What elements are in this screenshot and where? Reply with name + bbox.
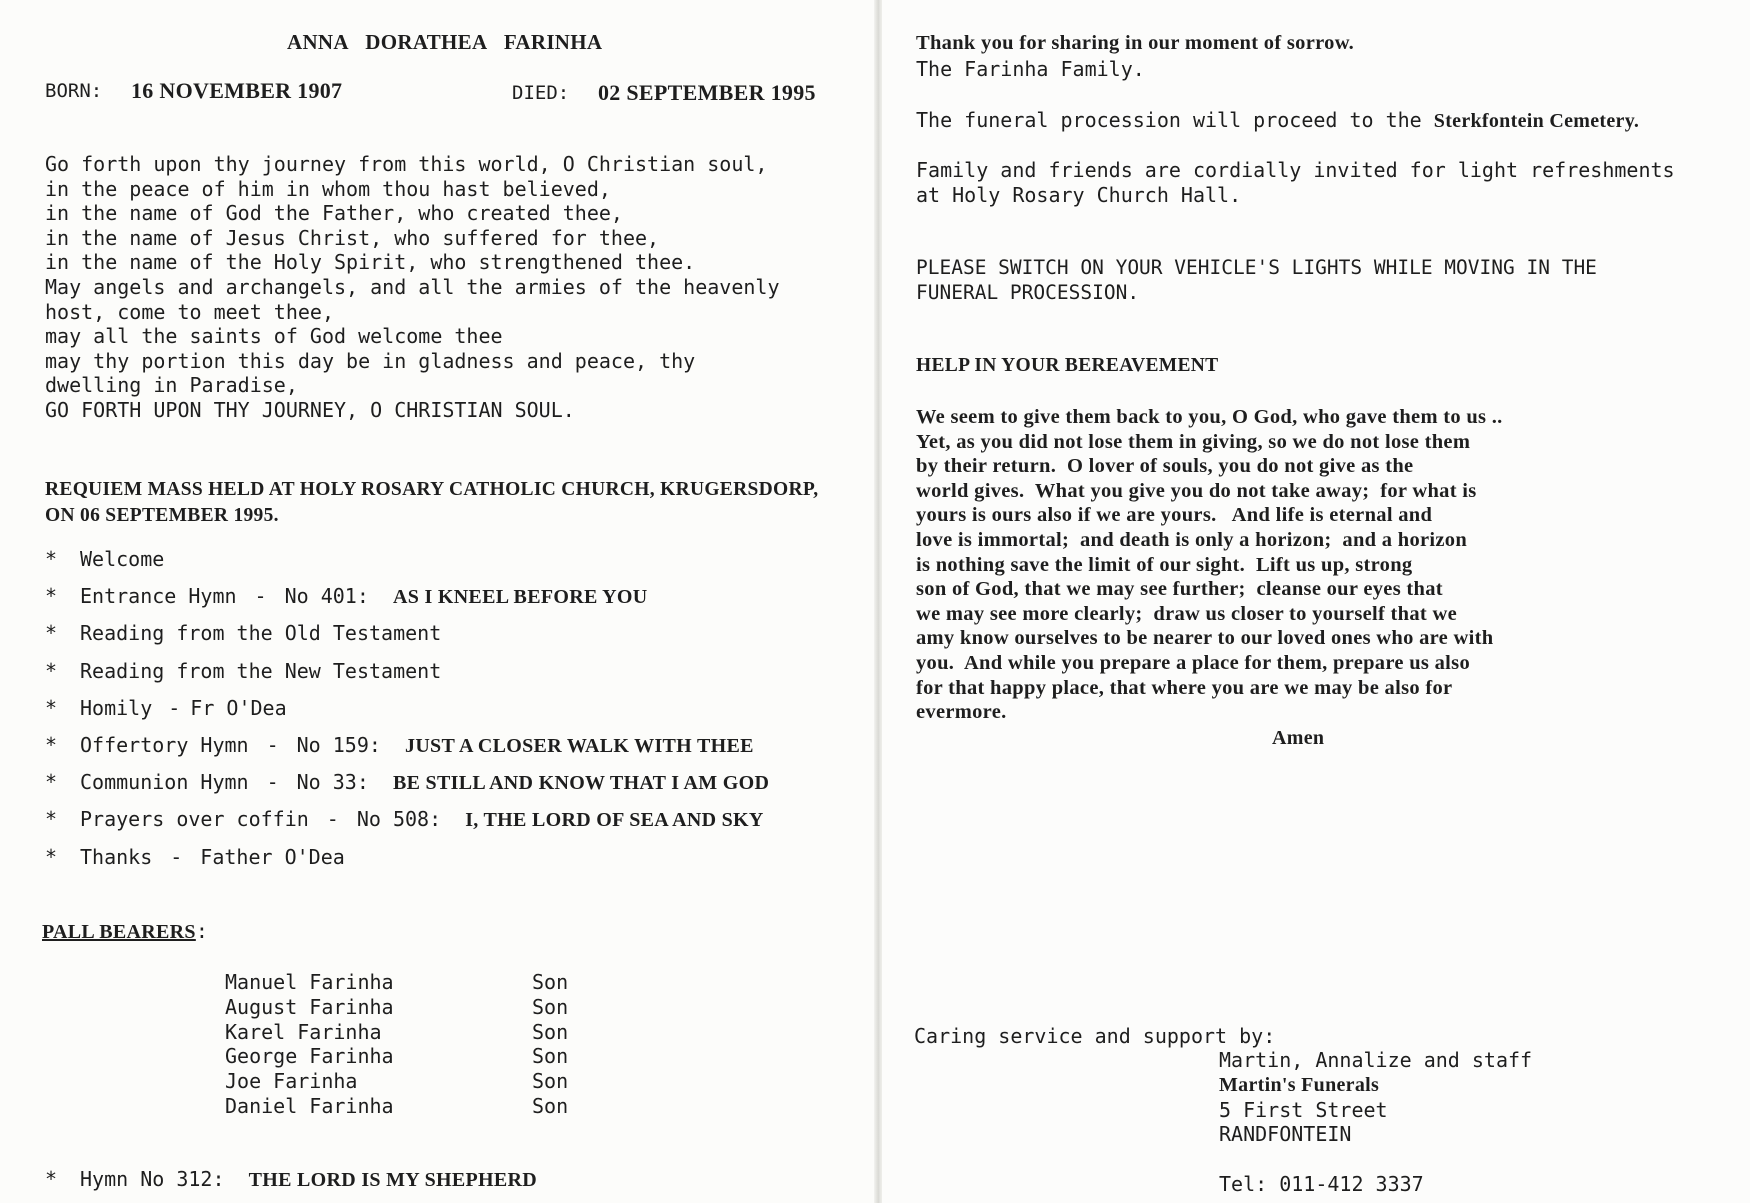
service-item-label: Entrance Hymn (80, 584, 237, 609)
street-address: 5 First Street (1219, 1097, 1388, 1122)
procession-notice (916, 108, 1639, 133)
bullet-star: * (45, 1167, 58, 1191)
bearer-name: Karel Farinha (225, 1019, 382, 1044)
bearer-relation: Son (532, 1019, 569, 1044)
service-item (45, 807, 769, 844)
hymn-title: BE STILL AND KNOW THAT I AM GOD (392, 772, 770, 795)
bullet-star: * (45, 547, 58, 571)
service-item (45, 659, 769, 696)
service-item (45, 696, 769, 733)
service-item-detail: Fr O'Dea (190, 695, 287, 720)
pall-bearers-list (225, 970, 568, 1119)
service-item-label: Homily (80, 695, 153, 720)
died-date: 02 SEPTEMBER 1995 (598, 80, 816, 105)
amen: Amen (1272, 727, 1325, 749)
service-item-separator: - (266, 732, 279, 757)
closing-hymn-label: Hymn No 312: (80, 1167, 225, 1191)
service-item-detail: No 508: (356, 807, 442, 832)
mass-heading: REQUIEM MASS HELD AT HOLY ROSARY CATHOLIC CHURCH, KRUGERSDORP, ON 06 SEPTEMBER 1995. (45, 479, 819, 526)
bearer-row (225, 970, 568, 995)
bullet-star: * (45, 695, 58, 720)
bearer-relation: Son (532, 1044, 569, 1069)
service-item-detail: No 401: (284, 584, 369, 609)
help-heading: HELP IN YOUR BEREAVEMENT (916, 355, 1219, 376)
closing-hymn (45, 1167, 537, 1192)
service-item-label: Communion Hymn (80, 770, 249, 795)
bereavement-prayer: We seem to give them back to you, O God, who gave them to us .. Yet, as you did not lose them in giving, so we do not lose them by their return. O lover of souls, you do not give as the world gives. What you give you do not take away; for what is yours is ours also if we are yours. And life is eternal and love is immortal; and death is only a horizon; and a horizon is nothing save the limit of our sight. Lift us up, strong son of God, that we may see further; cleanse our eyes that we may see more clearly; draw us closer to yourself that we amy know ourselves to be nearer to our loved ones who are with you. And while you prepare a place for them, prepare us also for that happy place, that where you are we may be also for evermore. (916, 406, 1503, 724)
telephone: Tel: 011-412 3337 (1219, 1172, 1424, 1196)
family-signature: The Farinha Family. (916, 57, 1145, 81)
pall-bearers-title: PALL BEARERS (42, 921, 196, 943)
service-item (45, 547, 769, 584)
procession-text: The funeral procession will proceed to the (916, 108, 1434, 132)
bearer-name: George Farinha (225, 1044, 394, 1069)
bullet-star: * (45, 732, 58, 757)
service-item (45, 845, 769, 882)
service-item-detail: No 33: (296, 770, 369, 795)
bearer-row (225, 1044, 568, 1069)
bearer-row (225, 1020, 568, 1045)
bullet-star: * (45, 770, 58, 795)
service-item-label: Prayers over coffin (80, 807, 309, 832)
hymn-title: I, THE LORD OF SEA AND SKY (465, 809, 764, 832)
bearer-relation: Son (532, 1069, 569, 1094)
town: RANDFONTEIN (1219, 1122, 1352, 1147)
closing-hymn-title: THE LORD IS MY SHEPHERD (248, 1169, 538, 1191)
service-item (45, 621, 769, 658)
order-of-service (45, 547, 769, 882)
service-item-separator: - (254, 584, 267, 609)
cemetery-name: Sterkfontein Cemetery. (1433, 110, 1640, 132)
service-item-label: Welcome (80, 547, 165, 571)
bearer-row (225, 995, 568, 1020)
bearer-name: Manuel Farinha (225, 970, 394, 994)
service-item-separator: - (170, 844, 183, 869)
service-item-detail: Father O'Dea (200, 844, 345, 869)
bearer-row (225, 1069, 568, 1094)
service-item-separator: - (266, 770, 279, 795)
service-item-label: Reading from the Old Testament (80, 621, 442, 646)
service-item-label: Reading from the New Testament (80, 658, 442, 683)
service-item-separator: - (326, 807, 339, 832)
bearer-row (225, 1094, 568, 1119)
bearer-name: Joe Farinha (225, 1069, 358, 1094)
staff-names: Martin, Annalize and staff (1219, 1048, 1533, 1072)
service-item-label: Thanks (80, 844, 153, 869)
refreshments-notice: Family and friends are cordially invited for light refreshments at Holy Rosary Church Hall. (916, 158, 1675, 207)
bearer-relation: Son (532, 994, 569, 1019)
service-item-label: Offertory Hymn (80, 732, 249, 757)
funeral-home-name: Martin's Funerals (1219, 1073, 1380, 1096)
died-label: DIED: (512, 82, 570, 104)
deceased-name: ANNA DORATHEA FARINHA (287, 30, 603, 54)
hymn-title: AS I KNEEL BEFORE YOU (392, 586, 648, 609)
caring-service-label: Caring service and support by: (914, 1024, 1276, 1048)
right-page (882, 0, 1750, 1203)
bullet-star: * (45, 658, 58, 683)
service-item (45, 770, 769, 807)
bearer-relation: Son (532, 970, 569, 994)
bearer-relation: Son (532, 1093, 569, 1118)
bearer-name: Daniel Farinha (225, 1093, 394, 1118)
born-date: 16 NOVEMBER 1907 (131, 78, 343, 103)
bullet-star: * (45, 621, 58, 646)
born-label: BORN: (45, 80, 103, 102)
service-item (45, 733, 769, 770)
thanks-line: Thank you for sharing in our moment of sorrow. (916, 32, 1355, 54)
bearer-name: August Farinha (225, 994, 394, 1019)
service-item-separator: - (168, 695, 181, 720)
pall-bearers-heading (42, 919, 208, 944)
hymn-title: JUST A CLOSER WALK WITH THEE (405, 734, 754, 757)
funeral-home-address (1219, 1048, 1532, 1147)
lights-notice: PLEASE SWITCH ON YOUR VEHICLE'S LIGHTS WHILE MOVING IN THE FUNERAL PROCESSION. (916, 256, 1597, 304)
pall-bearers-colon: : (195, 919, 208, 943)
service-item (45, 584, 769, 621)
bullet-star: * (45, 807, 58, 832)
commendation-prayer: Go forth upon thy journey from this world, O Christian soul, in the peace of him in whom thou hast believed, in the name of God the Father, who created thee, in the name of Jesus Christ, who suffered for thee, in the name of the Holy Spirit, who strengthened thee. May angels and archangels, and all the armies of the heavenly host, come to meet thee, may all the saints of God welcome thee may thy portion this day be in gladness and peace, thy dwelling in Paradise, GO FORTH UPON THY JOURNEY, O CHRISTIAN SOUL. (45, 152, 780, 422)
service-item-detail: No 159: (296, 732, 381, 757)
bullet-star: * (45, 844, 58, 869)
bullet-star: * (45, 584, 58, 609)
